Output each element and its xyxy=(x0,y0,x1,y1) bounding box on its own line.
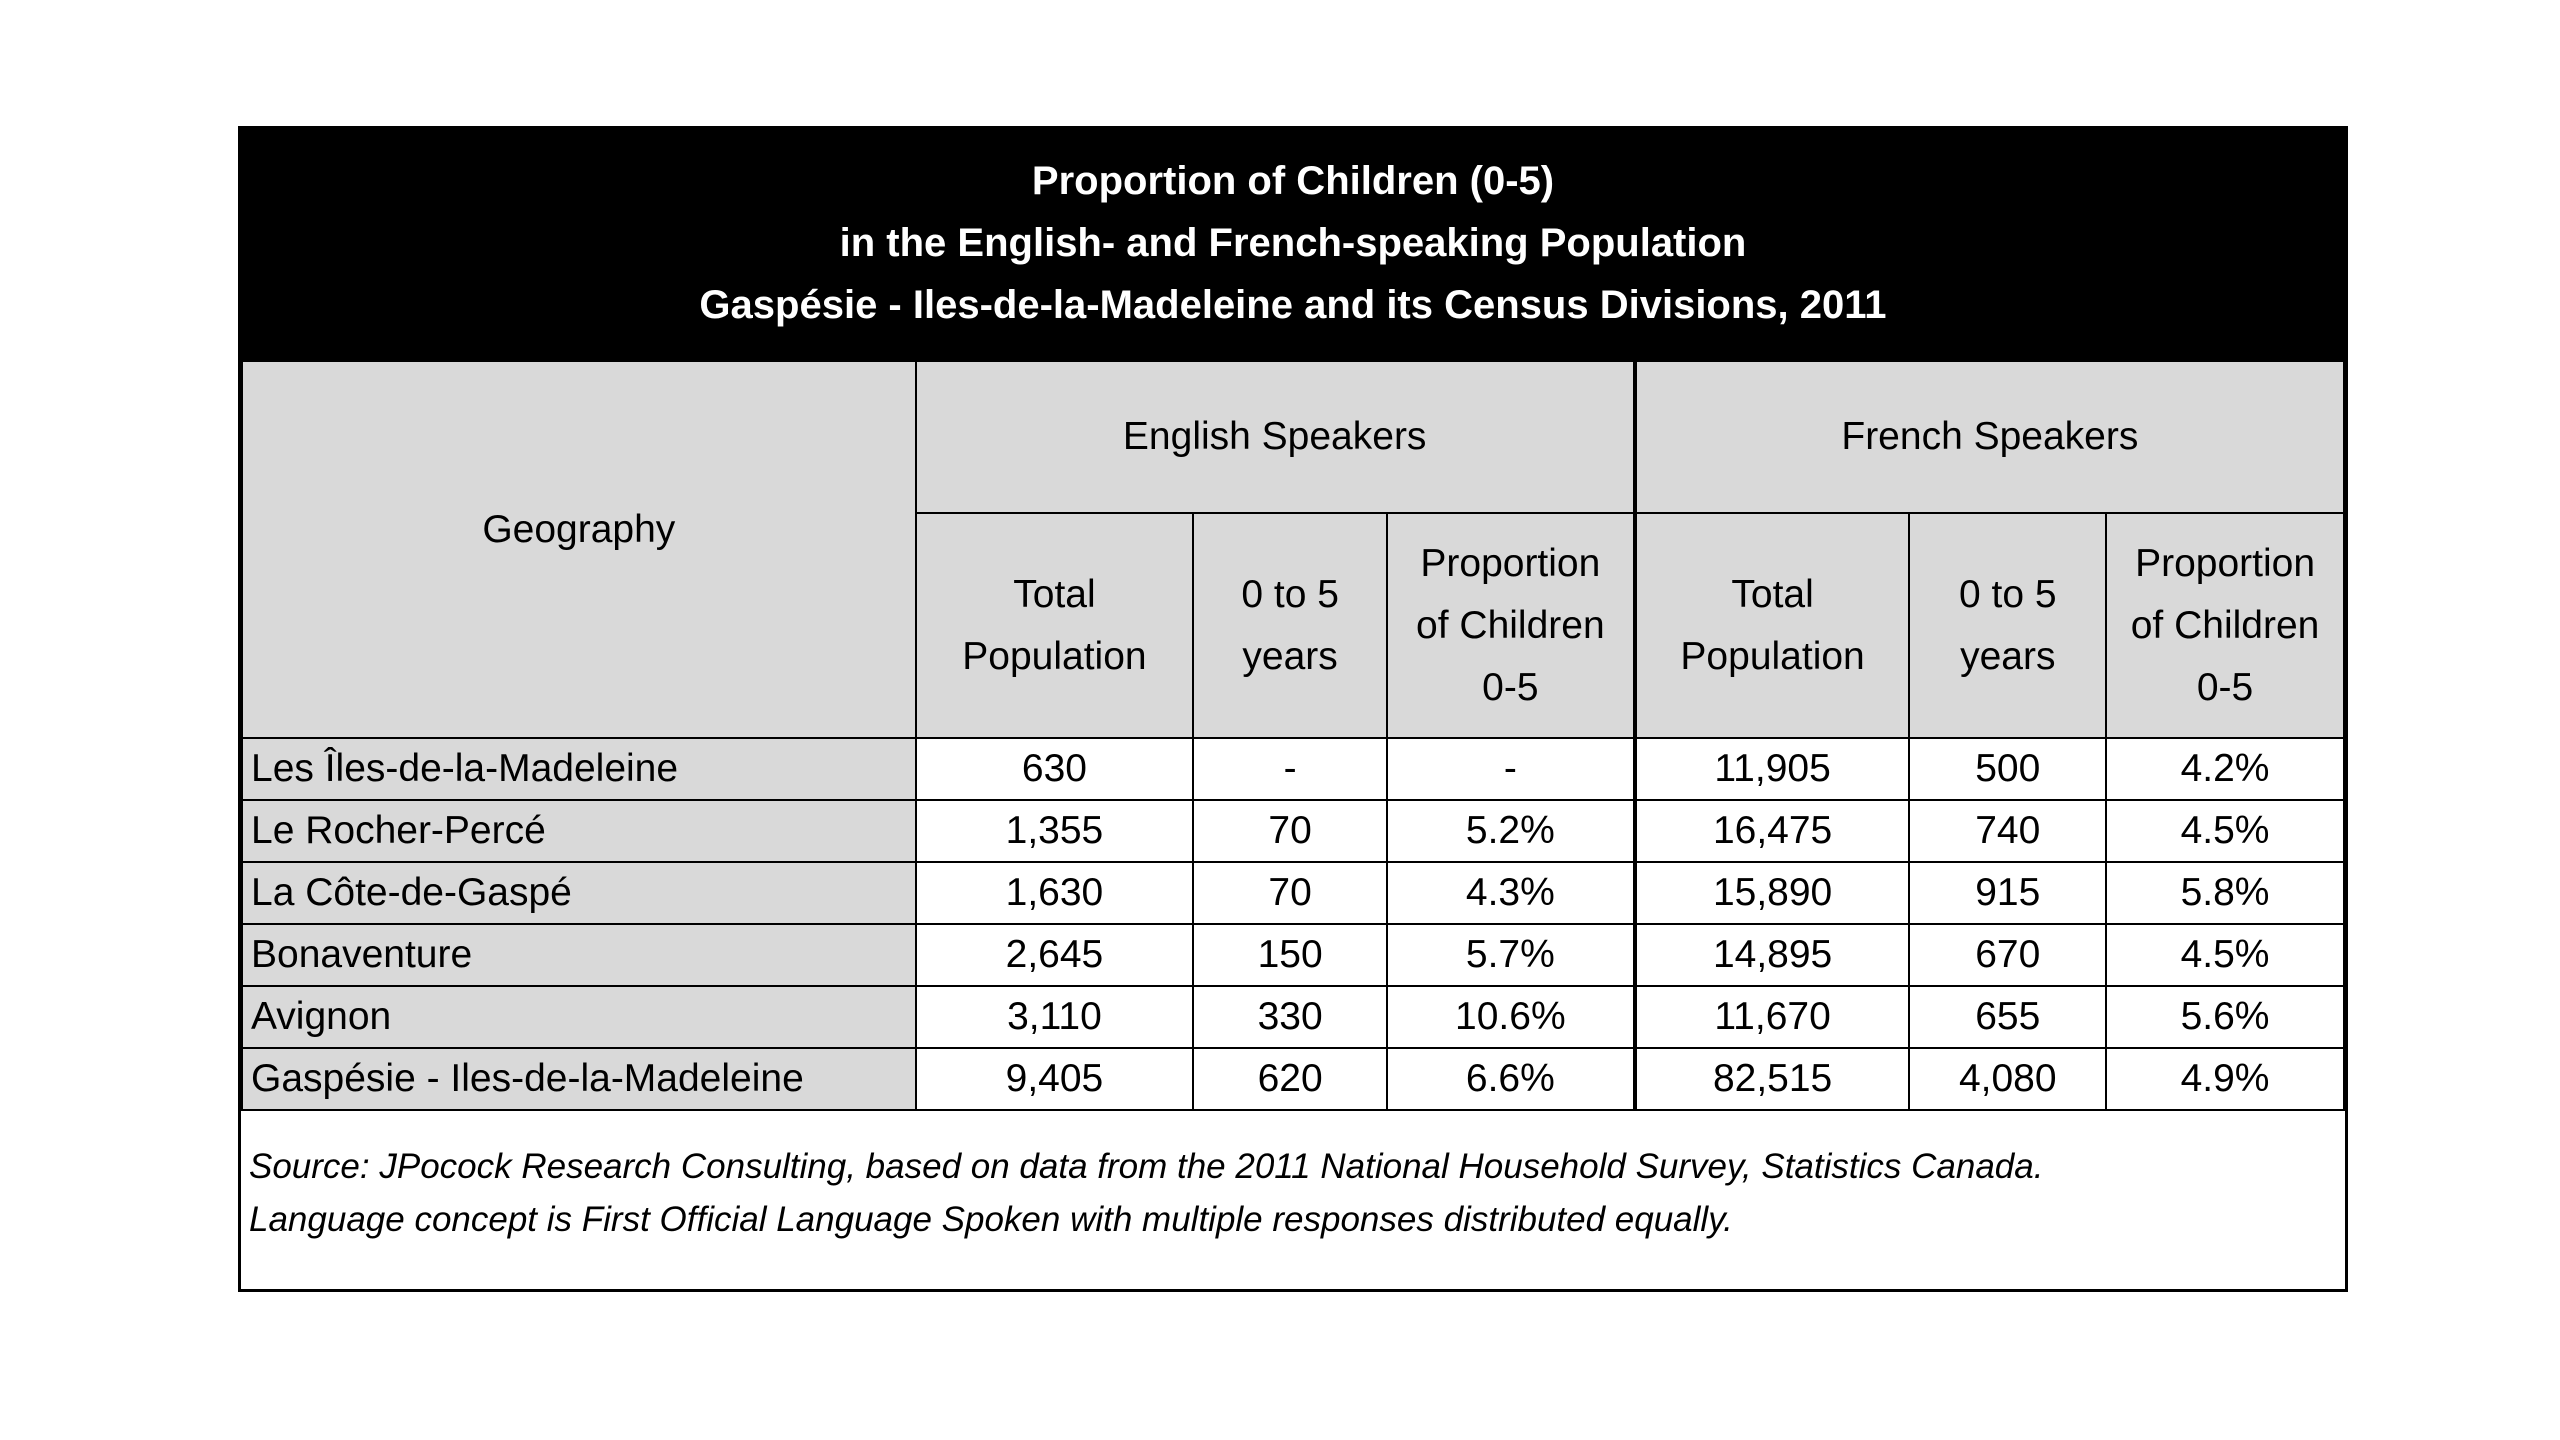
english-children-cell: 70 xyxy=(1193,862,1387,924)
language-concept-line: Language concept is First Official Language Spoken with multiple responses distributed equally. xyxy=(249,1200,1733,1239)
english-zero-to-five-header: 0 to 5 years xyxy=(1193,513,1387,738)
english-total-cell: 2,645 xyxy=(916,924,1194,986)
geography-cell: Les Îles-de-la-Madeleine xyxy=(242,738,916,800)
french-children-cell: 655 xyxy=(1909,986,2106,1048)
french-children-cell: 4,080 xyxy=(1909,1048,2106,1110)
english-total-cell: 1,355 xyxy=(916,800,1194,862)
english-children-cell: - xyxy=(1193,738,1387,800)
french-proportion-cell: 4.9% xyxy=(2106,1048,2344,1110)
french-total-population-header: Total Population xyxy=(1635,513,1910,738)
title-line-3: Gaspésie - Iles-de-la-Madeleine and its Census Divisions, 2011 xyxy=(699,283,1887,327)
data-table xyxy=(241,360,2345,1111)
french-proportion-cell: 4.2% xyxy=(2106,738,2344,800)
french-total-cell: 11,670 xyxy=(1635,986,1910,1048)
geography-cell: Gaspésie - Iles-de-la-Madeleine xyxy=(242,1048,916,1110)
english-children-cell: 70 xyxy=(1193,800,1387,862)
table-row xyxy=(242,1048,2344,1110)
source-note xyxy=(249,1140,2043,1246)
geography-cell: Avignon xyxy=(242,986,916,1048)
french-proportion-cell: 4.5% xyxy=(2106,924,2344,986)
english-speakers-header: English Speakers xyxy=(916,361,1635,513)
french-total-cell: 11,905 xyxy=(1635,738,1910,800)
table-title xyxy=(241,129,2345,360)
table-frame xyxy=(238,126,2348,1292)
french-zero-to-five-header: 0 to 5 years xyxy=(1909,513,2106,738)
english-children-cell: 150 xyxy=(1193,924,1387,986)
english-total-cell: 3,110 xyxy=(916,986,1194,1048)
english-proportion-cell: 10.6% xyxy=(1387,986,1635,1048)
english-children-cell: 330 xyxy=(1193,986,1387,1048)
source-line: Source: JPocock Research Consulting, based on data from the 2011 National Household Survey, Statistics Canada. xyxy=(249,1147,2044,1186)
english-proportion-cell: - xyxy=(1387,738,1635,800)
french-proportion-header: Proportion of Children 0-5 xyxy=(2106,513,2344,738)
french-proportion-cell: 5.8% xyxy=(2106,862,2344,924)
geography-cell: Le Rocher-Percé xyxy=(242,800,916,862)
french-children-cell: 500 xyxy=(1909,738,2106,800)
french-children-cell: 740 xyxy=(1909,800,2106,862)
title-line-1: Proportion of Children (0-5) xyxy=(1031,159,1555,203)
french-total-cell: 15,890 xyxy=(1635,862,1910,924)
english-children-cell: 620 xyxy=(1193,1048,1387,1110)
french-total-cell: 16,475 xyxy=(1635,800,1910,862)
geography-cell: Bonaventure xyxy=(242,924,916,986)
english-proportion-cell: 5.2% xyxy=(1387,800,1635,862)
english-proportion-cell: 5.7% xyxy=(1387,924,1635,986)
english-proportion-cell: 4.3% xyxy=(1387,862,1635,924)
table-row xyxy=(242,862,2344,924)
table-row xyxy=(242,924,2344,986)
english-total-cell: 630 xyxy=(916,738,1194,800)
english-total-cell: 1,630 xyxy=(916,862,1194,924)
english-proportion-cell: 6.6% xyxy=(1387,1048,1635,1110)
english-total-population-header: Total Population xyxy=(916,513,1194,738)
table-row xyxy=(242,738,2344,800)
table-row xyxy=(242,986,2344,1048)
french-proportion-cell: 4.5% xyxy=(2106,800,2344,862)
french-children-cell: 915 xyxy=(1909,862,2106,924)
table-row xyxy=(242,800,2344,862)
english-proportion-header: Proportion of Children 0-5 xyxy=(1387,513,1635,738)
french-speakers-header: French Speakers xyxy=(1635,361,2344,513)
french-proportion-cell: 5.6% xyxy=(2106,986,2344,1048)
english-total-cell: 9,405 xyxy=(916,1048,1194,1110)
french-children-cell: 670 xyxy=(1909,924,2106,986)
french-total-cell: 82,515 xyxy=(1635,1048,1910,1110)
title-line-2: in the English- and French-speaking Population xyxy=(839,221,1747,265)
french-total-cell: 14,895 xyxy=(1635,924,1910,986)
geography-cell: La Côte-de-Gaspé xyxy=(242,862,916,924)
geography-header: Geography xyxy=(242,361,916,738)
